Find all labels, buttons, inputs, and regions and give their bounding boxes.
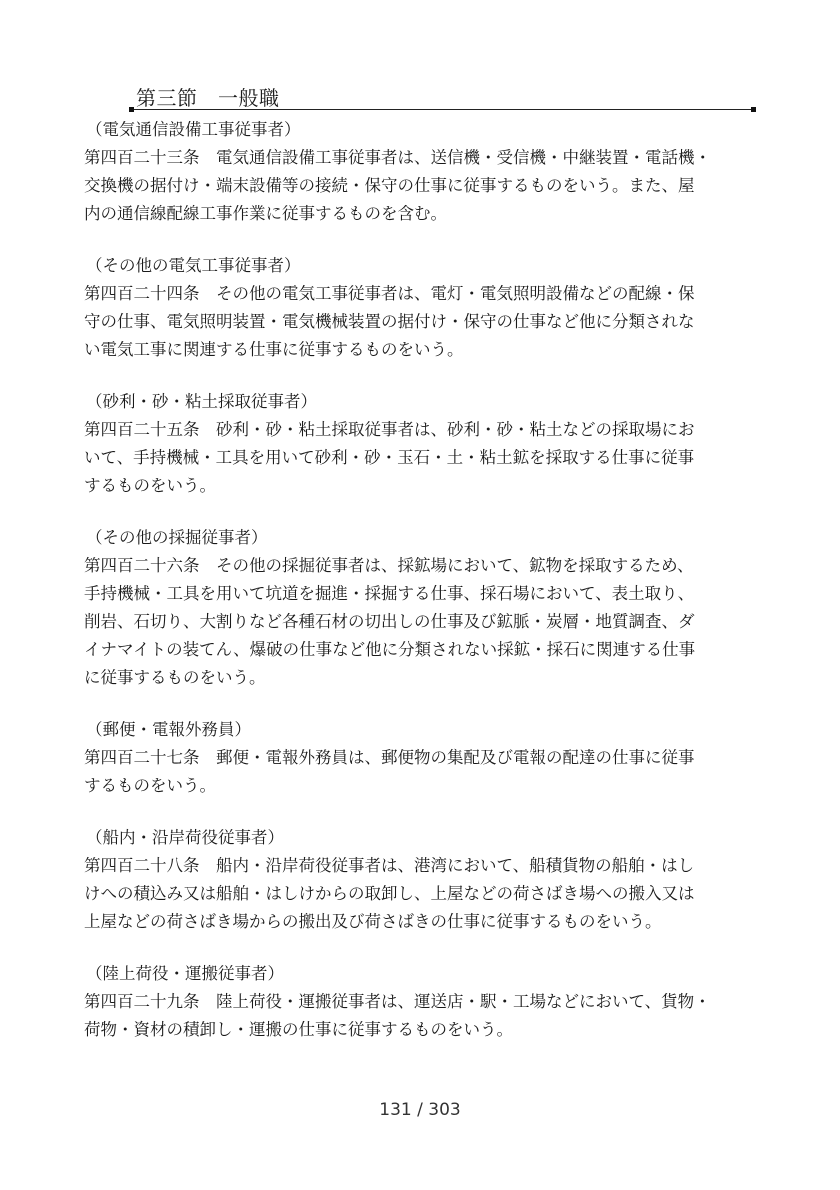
article-text-line: に従事するものをいう。 <box>84 668 266 687</box>
article-text-line: いて、手持機械・工具を用いて砂利・砂・玉石・土・粘土鉱を採取する仕事に従事 <box>84 448 695 467</box>
article-text-line: けへの積込み又は船舶・はしけからの取卸し、上屋などの荷さばき場への搬入又は <box>84 884 695 903</box>
article-429 <box>84 960 764 1044</box>
section-title: 第三節 一般職 <box>136 86 280 110</box>
article-caption: （砂利・砂・粘土採取従事者） <box>86 392 317 411</box>
article-caption: （船内・沿岸荷役従事者） <box>86 828 284 847</box>
article-text-line: 守の仕事、電気照明装置・電気機械装置の据付け・保守の仕事など他に分類されな <box>84 312 695 331</box>
section-header <box>130 82 755 114</box>
article-text-line: 第四百二十六条 その他の採掘従事者は、採鉱場において、鉱物を採取するため、 <box>84 556 694 575</box>
article-text-line: イナマイトの装てん、爆破の仕事など他に分類されない採鉱・採石に関連する仕事 <box>84 640 696 659</box>
article-caption: （郵便・電報外務員） <box>86 720 251 739</box>
page-number: 131 / 303 <box>379 1100 461 1120</box>
article-text-line: 荷物・資材の積卸し・運搬の仕事に従事するものをいう。 <box>84 1020 513 1039</box>
article-text-line: 手持機械・工具を用いて坑道を掘進・採掘する仕事、採石場において、表土取り、 <box>84 584 695 603</box>
article-text-line: するものをいう。 <box>84 476 216 495</box>
article-caption: （電気通信設備工事従事者） <box>86 120 301 139</box>
rule-left-marker <box>129 107 134 112</box>
article-text-line: 内の通信線配線工事作業に従事するものを含む。 <box>84 204 447 223</box>
article-text-line: 第四百二十五条 砂利・砂・粘土採取従事者は、砂利・砂・粘土などの採取場にお <box>84 420 695 439</box>
article-423 <box>84 116 764 228</box>
article-426 <box>84 524 764 692</box>
article-text-line: 交換機の据付け・端末設備等の接続・保守の仕事に従事するものをいう。また、屋 <box>84 176 695 195</box>
article-text-line: 削岩、石切り、大割りなど各種石材の切出しの仕事及び鉱脈・炭層・地質調査、ダ <box>84 612 695 631</box>
article-text-line: 第四百二十七条 郵便・電報外務員は、郵便物の集配及び電報の配達の仕事に従事 <box>84 748 695 767</box>
article-428 <box>84 824 764 936</box>
article-425 <box>84 388 764 500</box>
article-424 <box>84 252 764 364</box>
article-list <box>84 116 764 1068</box>
rule-right-marker <box>751 107 756 112</box>
article-text-line: 第四百二十四条 その他の電気工事従事者は、電灯・電気照明設備などの配線・保 <box>84 284 695 303</box>
article-text-line: するものをいう。 <box>84 776 216 795</box>
article-text-line: 第四百二十八条 船内・沿岸荷役従事者は、港湾において、船積貨物の船舶・はし <box>84 856 695 875</box>
article-text-line: 第四百二十三条 電気通信設備工事従事者は、送信機・受信機・中継装置・電話機・ <box>84 148 711 167</box>
article-text-line: 第四百二十九条 陸上荷役・運搬従事者は、運送店・駅・工場などにおいて、貨物・ <box>84 992 711 1011</box>
article-427 <box>84 716 764 800</box>
article-caption: （その他の採掘従事者） <box>86 528 268 547</box>
article-text-line: い電気工事に関連する仕事に従事するものをいう。 <box>84 340 464 359</box>
section-rule <box>130 109 754 110</box>
article-text-line: 上屋などの荷さばき場からの搬出及び荷さばきの仕事に従事するものをいう。 <box>84 912 662 931</box>
article-caption: （その他の電気工事従事者） <box>86 256 301 275</box>
article-caption: （陸上荷役・運搬従事者） <box>86 964 284 983</box>
